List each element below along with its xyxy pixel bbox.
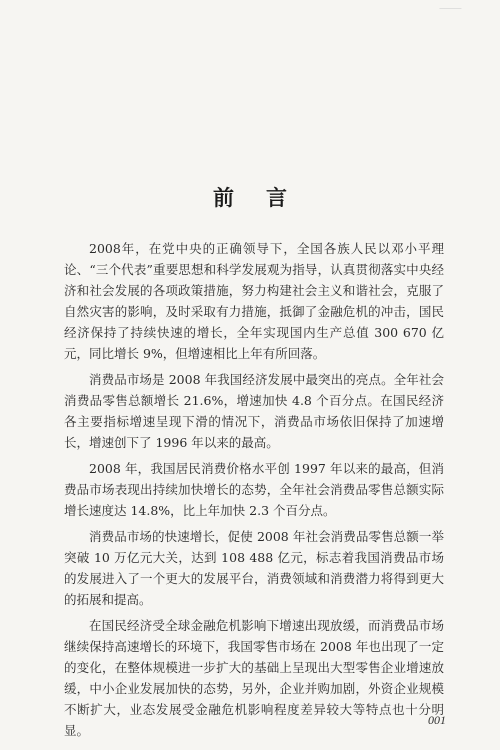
paragraph-2: 消费品市场是 2008 年我国经济发展中最突出的亮点。全年社会消费品零售总额增长 21.6%，增速加快 4.8 个百分点。在国民经济各主要指标增速呈现下滑的情况下，消费品市场依旧保持了加速增长，增速创下了 1996 年以来的最高。 bbox=[64, 372, 444, 450]
page-title bbox=[0, 182, 500, 212]
title-char-1: 前 bbox=[213, 186, 234, 210]
page-number: 001 bbox=[428, 713, 446, 727]
paragraph-1: 2008年，在党中央的正确领导下，全国各族人民以邓小平理论、“三个代表”重要思想和科学发展观为指导，认真贯彻落实中央经济和社会发展的各项政策措施，努力构建社会主义和谐社会，克服了自然灾害的影响，及时采取有力措施，抵御了金融危机的冲击，国民经济保持了持续快速的增长，全年实现国内生产总值 300 670 亿元，同比增长 9%，但增速相比上年有所回落。 bbox=[64, 241, 444, 361]
body-text bbox=[64, 238, 444, 746]
paragraph-5: 在国民经济受全球金融危机影响下增速出现放缓，而消费品市场继续保持高速增长的环境下，我国零售市场在 2008 年也出现了一定的变化，在整体规模进一步扩大的基础上呈现出大型零售企业增速放缓，中小企业发展加快的态势，另外，企业并购加剧，外资企业规模不断扩大，业态发展受金融危机影响程度差异较大等特点也十分明显。 bbox=[64, 618, 444, 738]
corner-mark bbox=[436, 8, 461, 17]
paragraph-3: 2008 年，我国居民消费价格水平创 1997 年以来的最高，但消费品市场表现出持续加快增长的态势，全年社会消费品零售总额实际增长速度达 14.8%，比上年加快 2.3 个百分点。 bbox=[64, 461, 444, 518]
title-char-2: 言 bbox=[266, 186, 287, 210]
paragraph-4: 消费品市场的快速增长，促使 2008 年社会消费品零售总额一举突破 10 万亿元大关，达到 108 488 亿元，标志着我国消费品市场的发展进入了一个更大的发展平台，消费领域和消费潜力将得到更大的拓展和提高。 bbox=[64, 529, 444, 607]
